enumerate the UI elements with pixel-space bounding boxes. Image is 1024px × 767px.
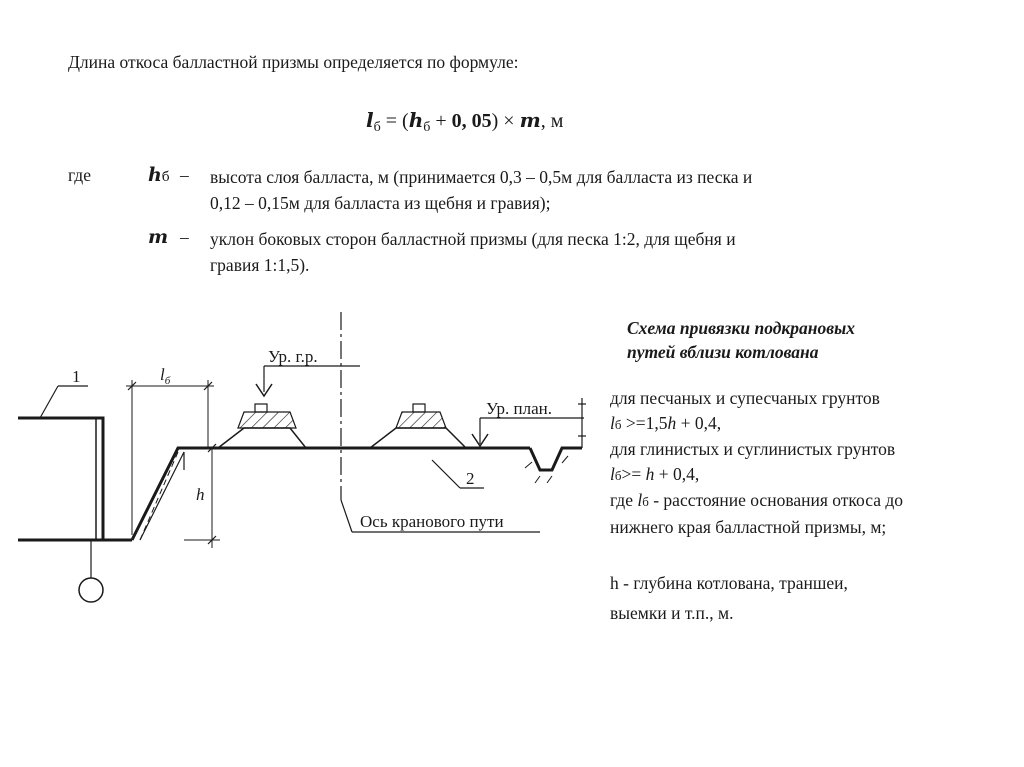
soil-notes: [610, 386, 1002, 539]
h-definition-line1: h - глубина котлована, траншеи,: [610, 573, 848, 593]
h-definition-line2: выемки и т.п., м.: [610, 603, 734, 623]
sand-heading: для песчаных и супесчаных грунтов: [610, 388, 880, 408]
definition-m-line2: гравия 1:1,5).: [210, 255, 310, 275]
label-lb: $l_б$: [160, 365, 171, 387]
label-1: 1: [72, 367, 81, 386]
plan-level: [472, 398, 586, 448]
definition-h-dash: –: [180, 165, 189, 185]
formula-l-subscript: б: [373, 120, 381, 135]
scheme-title-line2: путей вблизи котлована: [627, 342, 819, 362]
label-axis: Ось кранового пути: [360, 512, 504, 531]
label-ur-plan: Ур. план.: [486, 399, 553, 418]
clay-heading: для глинистых и суглинистых грунтов: [610, 439, 896, 459]
clay-rule: lб>= h + 0,4,: [610, 463, 700, 484]
definition-m-text: [210, 226, 910, 278]
definition-h-line1: высота слоя балласта, м (принимается 0,3 – 0,5м для балласта из песка и: [210, 167, 753, 187]
rail-head-level: [256, 347, 360, 396]
scheme-title-line1: Схема привязки подкрановых: [627, 318, 855, 338]
formula-times: ) ×: [491, 110, 520, 132]
scheme-title: [627, 316, 855, 364]
definition-h-text: [210, 164, 910, 216]
formula-constant: 0, 05: [451, 110, 492, 132]
sand-rule: lб >=1,5h + 0,4,: [610, 412, 722, 433]
ballast-slope-formula: [366, 108, 563, 133]
formula-m-symbol: m: [519, 108, 541, 132]
definition-m-dash: –: [180, 227, 189, 247]
lb-definition-line2: нижнего края балластной призмы, м;: [610, 516, 887, 537]
definition-h-symbol: hб: [148, 164, 170, 186]
formula-unit: , м: [540, 110, 564, 132]
where-label: где: [68, 165, 91, 185]
h-dimension: [184, 444, 220, 548]
crane-track-diagram: [0, 300, 600, 610]
ballast-prism-left: [218, 404, 306, 448]
formula-h-subscript: б: [423, 120, 431, 135]
intro-text: Длина откоса балластной призмы определяется по формуле:: [68, 52, 519, 72]
label-h: h: [196, 485, 205, 504]
definition-h-line2: 0,12 – 0,15м для балласта из щебня и гравия);: [210, 193, 551, 213]
definition-m-symbol: m: [148, 226, 169, 248]
label-ur-gr: Ур. г.р.: [268, 347, 318, 366]
definition-m-line1: уклон боковых сторон балластной призмы (для песка 1:2, для щебня и: [210, 229, 736, 249]
formula-h-symbol: h: [408, 108, 424, 132]
label-2: 2: [466, 469, 475, 488]
lb-definition: где lб - расстояние основания откоса до: [610, 490, 904, 510]
h-definition: [610, 568, 1002, 628]
lb-dimension: [126, 365, 214, 535]
existing-structure: [18, 367, 132, 602]
formula-equals: = (: [380, 110, 409, 132]
reference-circle: [79, 578, 103, 602]
formula-l-symbol: l: [366, 108, 374, 132]
formula-plus: +: [430, 110, 452, 132]
ballast-prism-right: [370, 404, 484, 488]
